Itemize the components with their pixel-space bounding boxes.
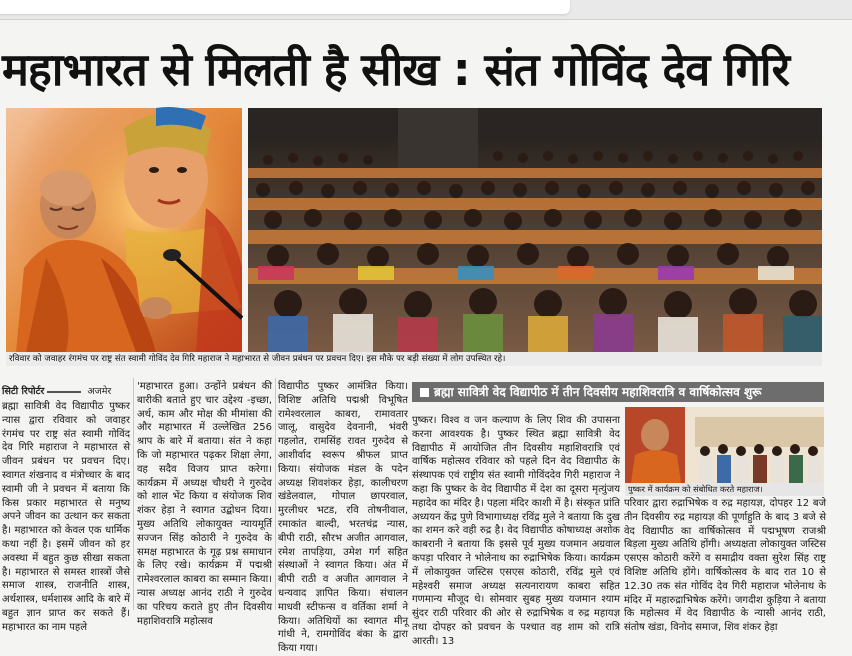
browser-top-bar: [0, 0, 852, 20]
article-column-2: 'महाभारत हुआ। उन्होंने प्रबंधन की बारीकी बताते हुए चार उद्देश्य -इच्छा, अर्थ, काम और मोक्ष की मीमांसा की और महाभारत में उल्लेखित 256 श्राप के बारे में बताया। संत ने कहा कि जो महाभारत पढ़कर शिक्षा लेगा, वह सदैव विजय प्राप्त करेगा। कार्यक्रम में अध्यक्ष चौधरी ने गुरुदेव को शाल भेंट किया व संयोजक शिव शंकर हेड़ा ने स्वागत उद्बोधन दिया। मुख्य अतिथि लोकायुक्त न्यायमूर्ति सज्जन सिंह कोठारी ने गुरुदेव के समक्ष महाभारत के गूढ़ प्रश्न समाधान के लिए रखे। कार्यक्रम में पद्मश्री रामेश्वरलाल काबरा का सम्मान किया। न्यास अध्यक्ष आनंद राठी ने गुरुदेव का परिचय कराते हुए तीन दिवसीय महाशिवरात्रि महोत्सव: [137, 381, 272, 627]
speaker-illustration: [6, 108, 242, 352]
page-title: महाभारत से मिलती है सीख : संत गोविंद देव गिरि: [2, 43, 789, 96]
article-column-3: विद्यापीठ पुष्कर आमंत्रित किया। विशिष्ट अतिथि पद्मश्री विभूषित रामेश्वरलाल काबरा, रामावतार जालू, वासुदेव देवनानी, भंवरी गहलोत, रामसिंह रावत गुरुदेव से आशीर्वाद स्वरूप श्रीफल प्राप्त किया। संयोजक मंडल के पदेन अध्यक्ष शिवशंकर हेड़ा, कालीचरण खंडेलवाल, गोपाल छापरवाल, मुरलीधर भटड, रवि तोषनीवाल, रमाकांत बाल्दी, भरतचंद्र न्यास, बीपी राठी, सौरभ अजीत आगवाल, रमेश तापड़िया, उमेश गर्ग सहित संस्थाओं ने स्वागत किया। अंत में बीपी राठी व अजीत आगवाल ने धन्यवाद ज्ञापित किया। संचालन माधवी स्टीफन्स व वर्तिका शर्मा ने किया। अतिथियों का स्वागत मीनू गांधी ने, रामगोविंद बंका के द्वारा किया गया।: [278, 381, 408, 655]
byline-rule: [47, 391, 81, 393]
inset-photo-caption: पुष्कर में कार्यक्रम को संबोधित करते महाराज।: [625, 483, 824, 496]
event-illustration: [625, 407, 824, 483]
article-column-1: ब्रह्मा सावित्री वेद विद्यापीठ पुष्कर न्यास द्वारा रविवार को जवाहर रंगमंच पर राष्ट्र संत स्वामी गोविंद देव गिरि महाराज ने महाभारत से जीवन प्रबंधन पर प्रवचन दिए। स्वागत शंखनाद व मंत्रोच्चार के बाद स्वामी जी ने प्रवचन में बताया कि किस प्रकार महाभारत से मनुष्य अपने जीवन का उत्थान कर सकता है। महाभारत को केवल एक धार्मिक कथा नहीं है। इसमें जीवन को हर अवस्था में बहुत कुछ सीखा सकता है। महाभारत से समस्त शास्त्रों जैसे समाज शास्त्र, राजनीति शास्त्र, अर्थशास्त्र, धर्मशास्त्र आदि के बारे में बहुत ज्ञान प्राप्त कर सकते हैं। महाभारत का नाम पहले: [2, 401, 130, 633]
audience-photo: [248, 108, 822, 352]
square-bullet-icon: [420, 388, 429, 397]
inset-photo: [625, 407, 824, 483]
reporter-name: सिटी रिपोर्टर: [2, 386, 45, 397]
audience-illustration: [248, 108, 822, 352]
column-divider: [275, 378, 276, 610]
secondary-headline: ब्रह्मा सावित्री वेद विद्यापीठ में तीन दिवसीय महाशिवरात्रि व वार्षिकोत्सव शुरू: [434, 385, 762, 399]
column-divider: [133, 378, 134, 610]
photo-caption: रविवार को जवाहर रंगमंच पर राष्ट्र संत स्वामी गोविंद देव गिरि महाराज ने महाभारत से जीवन प्रबंधन पर प्रवचन दिए। इस मौके पर बड़ी संख्या में लोग उपस्थित रहे।: [6, 352, 822, 366]
secondary-headline-bar: [412, 382, 824, 402]
browser-tab[interactable]: [0, 0, 570, 14]
secondary-article-column-1: पुष्कर। विश्व व जन कल्याण के लिए शिव की उपासना करना आवश्यक है। पुष्कर स्थित ब्रह्मा सावित्री वेद विद्यापीठ में आयोजित तीन दिवसीय महाशिवरात्रि एवं वार्षिक महोत्सव रविवार को पहले दिन वेद विद्यापीठ के संस्थापक एवं राष्ट्रीय संत स्वामी गोविंददेव गिरी महाराज ने कहा कि पुष्कर के वेद विद्यापीठ में देश का दूसरा मृत्युंजय महादेव का मंदिर है। पहला मंदिर काशी में है। संस्कृत प्रांति अध्ययन केंद्र पुणे विभागाध्यक्ष रविंद्र मुले ने बताया कि दुख का शमन करे वही रुद्र है। वेद विद्यापीठ कोषाध्यक्ष अशोक काबरानी ने बताया कि इससे पूर्व मुख्य यजमान अग्रवाल कपड़ा परिवार ने भोलेनाथ का रुद्राभिषेक किया। कार्यक्रम में लोकायुक्त जस्टिस एसएस कोठारी, रविंद्र मुले एवं महेश्वरी समाज अध्यक्ष सत्यनारायण काबरा सहित गणमान्य मौजूद थे। सोमवार सुबह मुख्य यजमान श्याम सुंदर राठी परिवार की ओर से रुद्राभिषेक व रुद्र महायज्ञ तथा दोपहर को प्रवचन के पश्चात वह शाम को रात्रि आरती। 13: [412, 415, 620, 647]
byline-place: अजमेर: [87, 386, 112, 397]
byline: [2, 384, 130, 397]
speaker-photo: [6, 108, 242, 352]
secondary-article-column-2: परिवार द्वारा रुद्राभिषेक व रुद्र महायज्ञ, दोपहर 12 बजे तीन दिवसीय रुद्र महायज्ञ की पूर्णाहुति के बाद 3 बजे से वेद विद्यापीठ का वार्षिकोत्सव में पद्मभूषण राजश्री बिड़ला मुख्य अतिथि होंगी। अध्यक्षता लोकायुक्त जस्टिस एसएस कोठारी करेंगे व समाद्रीय वक्ता सुरेश सिंह राष्ट्र विशिष्ट अतिथि होंगे। वार्षिकोत्सव के बाद रात 10 से 12.30 तक संत गोविंद देव गिरी महाराज भोलेनाथ के मंदिर में महारुद्राभिषेक करेंगे। जगदीश कुड़िया ने बताया कि महोत्सव में वेद विद्यापीठ के न्यासी आनंद राठी, संतोष खंडा, विनोद समाज, शिव शंकर हेड़ा: [624, 498, 826, 634]
